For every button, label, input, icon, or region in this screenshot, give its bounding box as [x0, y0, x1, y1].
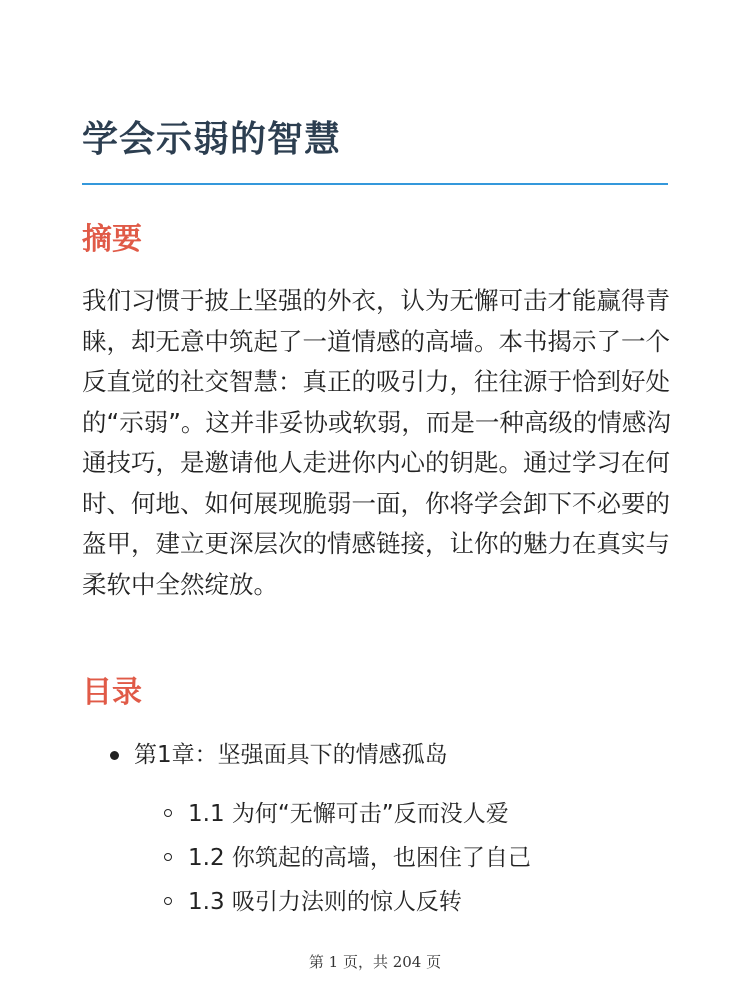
- page-footer: 第 1 页，共 204 页: [308, 953, 442, 971]
- toc-section-label: 1.1 为何“无懈可击”反而没人爱: [188, 801, 509, 827]
- abstract-heading: 摘要: [82, 222, 142, 257]
- toc-chapter-label: 第1章：坚强面具下的情感孤岛: [134, 742, 448, 768]
- toc-section-label: 1.3 吸引力法则的惊人反转: [188, 889, 462, 915]
- toc-section-label: 1.2 你筑起的高墙，也困住了自己: [188, 845, 531, 871]
- bullet-disc-icon: [110, 751, 119, 760]
- bullet-circle-icon: [164, 809, 172, 817]
- document-title: 学会示弱的智慧: [82, 119, 342, 160]
- toc-chapter-item: [134, 738, 448, 772]
- toc-heading: 目录: [82, 675, 142, 710]
- toc-section-item: [188, 885, 462, 919]
- abstract-text: 我们习惯于披上坚强的外衣，认为无懈可击才能赢得青睐，却无意中筑起了一道情感的高墙。本书揭示了一个反直觉的社交智慧：真正的吸引力，往往源于恰到好处的“示弱”。这并非妥协或软弱，而是一种高级的情感沟通技巧，是邀请他人走进你内心的钥匙。通过学习在何时、何地、如何展现脆弱一面，你将学会卸下不必要的盔甲，建立更深层次的情感链接，让你的魅力在真实与柔软中全然绽放。: [82, 286, 671, 599]
- title-divider: [82, 183, 668, 185]
- bullet-circle-icon: [164, 897, 172, 905]
- bullet-circle-icon: [164, 853, 172, 861]
- toc-section-item: [188, 797, 509, 831]
- toc-section-item: [188, 841, 531, 875]
